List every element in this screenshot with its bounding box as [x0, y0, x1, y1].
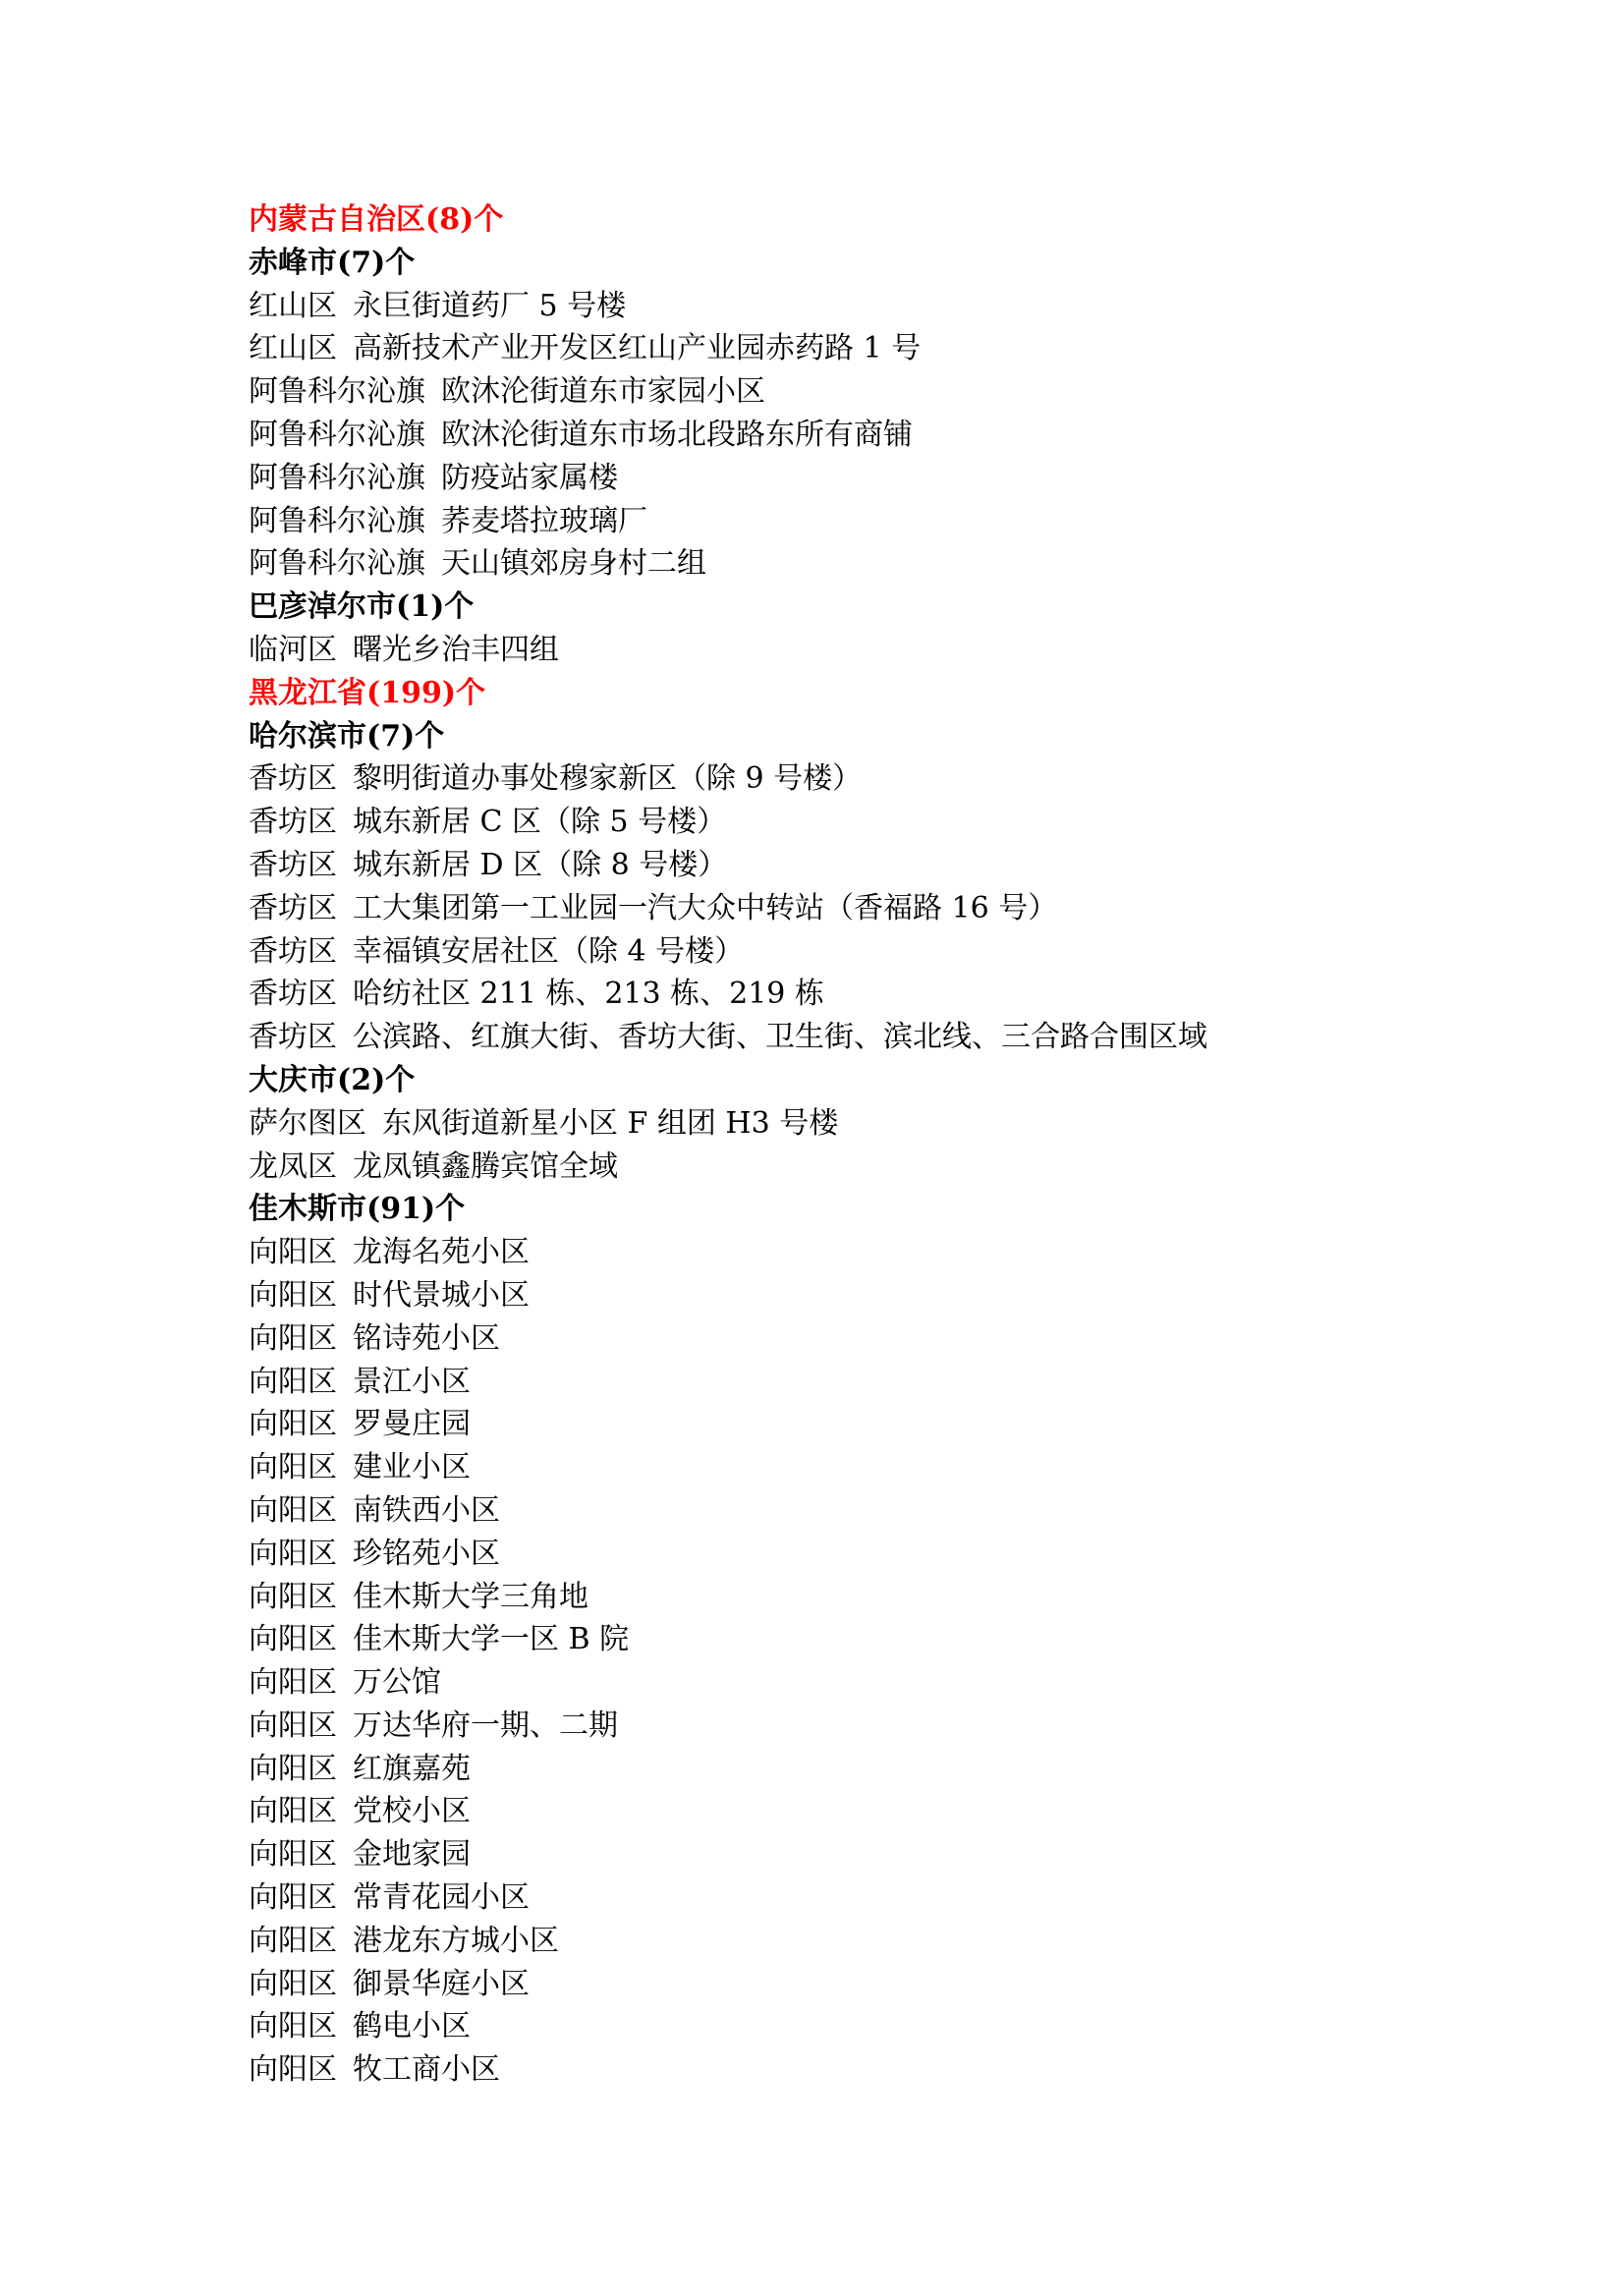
- location-entry: [249, 1920, 1526, 1963]
- district-name: 向阳区: [249, 1880, 337, 1916]
- place-name: 万达华府一期、二期: [353, 1707, 618, 1743]
- place-name: 防疫站家属楼: [441, 460, 618, 495]
- document-page: [249, 198, 1526, 2092]
- city-heading: 巴彦淖尔市(1)个: [249, 589, 475, 625]
- district-name: 向阳区: [249, 1966, 337, 2001]
- location-entry: [249, 542, 1526, 586]
- place-name: 时代景城小区: [353, 1277, 530, 1313]
- district-name: 向阳区: [249, 1707, 337, 1743]
- place-name: 万公馆: [353, 1665, 441, 1701]
- city-heading: 哈尔滨市(7)个: [249, 718, 445, 754]
- location-entry: [249, 1489, 1526, 1533]
- place-name: 龙海名苑小区: [353, 1235, 530, 1270]
- place-name: 建业小区: [353, 1450, 471, 1485]
- city-heading: 赤峰市(7)个: [249, 245, 416, 280]
- place-name: 佳木斯大学一区 B 院: [353, 1622, 630, 1657]
- place-name: 黎明街道办事处穆家新区（除 9 号楼）: [353, 761, 863, 797]
- place-name: 公滨路、红旗大街、香坊大街、卫生街、滨北线、三合路合围区域: [353, 1020, 1207, 1055]
- place-name: 常青花园小区: [353, 1880, 530, 1916]
- location-entry: [249, 973, 1526, 1016]
- place-name: 南铁西小区: [353, 1492, 500, 1528]
- location-entry: [249, 2005, 1526, 2048]
- place-name: 红旗嘉苑: [353, 1751, 471, 1786]
- location-entry: [249, 1963, 1526, 2006]
- place-name: 城东新居 D 区（除 8 号楼）: [353, 847, 728, 882]
- location-entry: [249, 1317, 1526, 1361]
- location-entry: [249, 1446, 1526, 1489]
- location-entry: [249, 1661, 1526, 1705]
- district-name: 香坊区: [249, 977, 337, 1012]
- district-name: 向阳区: [249, 1320, 337, 1356]
- location-entry: [249, 414, 1526, 457]
- district-name: 向阳区: [249, 2009, 337, 2044]
- place-name: 罗曼庄园: [353, 1407, 471, 1442]
- place-name: 龙凤镇鑫腾宾馆全域: [353, 1148, 618, 1184]
- place-name: 铭诗苑小区: [353, 1320, 500, 1356]
- location-entry: [249, 1705, 1526, 1748]
- location-entry: [249, 1016, 1526, 1059]
- location-entry: [249, 1618, 1526, 1661]
- district-name: 阿鲁科尔沁旗: [249, 460, 425, 495]
- district-name: 香坊区: [249, 890, 337, 925]
- location-entry: [249, 757, 1526, 801]
- location-entry: [249, 1403, 1526, 1446]
- place-name: 欧沐沦街道东市场北段路东所有商铺: [441, 417, 913, 452]
- district-name: 阿鲁科尔沁旗: [249, 546, 425, 582]
- place-name: 城东新居 C 区（除 5 号楼）: [353, 805, 727, 840]
- district-name: 向阳区: [249, 1364, 337, 1399]
- location-entry: [249, 1102, 1526, 1146]
- district-name: 向阳区: [249, 1665, 337, 1701]
- city-heading: 大庆市(2)个: [249, 1062, 416, 1097]
- location-entry: [249, 1833, 1526, 1876]
- place-name: 金地家园: [353, 1837, 471, 1873]
- place-name: 牧工商小区: [353, 2052, 500, 2088]
- place-name: 荞麦塔拉玻璃厂: [441, 503, 647, 538]
- city-heading: 佳木斯市(91)个: [249, 1192, 466, 1227]
- district-name: 向阳区: [249, 1923, 337, 1958]
- district-name: 向阳区: [249, 1492, 337, 1528]
- place-name: 幸福镇安居社区（除 4 号楼）: [353, 933, 745, 969]
- district-name: 阿鲁科尔沁旗: [249, 374, 425, 410]
- location-entry: [249, 844, 1526, 887]
- place-name: 党校小区: [353, 1794, 471, 1829]
- district-name: 龙凤区: [249, 1148, 337, 1184]
- location-entry: [249, 1576, 1526, 1619]
- district-name: 向阳区: [249, 1277, 337, 1313]
- place-name: 御景华庭小区: [353, 1966, 530, 2001]
- location-entry: [249, 500, 1526, 543]
- place-name: 鹤电小区: [353, 2009, 471, 2044]
- location-entry: [249, 930, 1526, 974]
- district-name: 向阳区: [249, 1579, 337, 1614]
- place-name: 工大集团第一工业园一汽大众中转站（香福路 16 号）: [353, 890, 1058, 925]
- location-entry: [249, 1533, 1526, 1576]
- district-name: 香坊区: [249, 805, 337, 840]
- location-entry: [249, 327, 1526, 370]
- district-name: 向阳区: [249, 2052, 337, 2088]
- location-entry: [249, 1790, 1526, 1833]
- district-name: 香坊区: [249, 933, 337, 969]
- location-entry: [249, 457, 1526, 500]
- district-name: 临河区: [249, 632, 337, 667]
- location-entry: [249, 887, 1526, 930]
- district-name: 香坊区: [249, 761, 337, 797]
- district-name: 向阳区: [249, 1536, 337, 1571]
- location-entry: [249, 1274, 1526, 1317]
- district-name: 向阳区: [249, 1794, 337, 1829]
- district-name: 红山区: [249, 331, 337, 366]
- place-name: 永巨街道药厂 5 号楼: [353, 288, 627, 323]
- province-heading: 内蒙古自治区(8)个: [249, 202, 504, 237]
- place-name: 天山镇郊房身村二组: [441, 546, 706, 582]
- location-entry: [249, 2048, 1526, 2092]
- place-name: 高新技术产业开发区红山产业园赤药路 1 号: [353, 331, 922, 366]
- place-name: 曙光乡治丰四组: [353, 632, 559, 667]
- district-name: 向阳区: [249, 1751, 337, 1786]
- location-entry: [249, 1146, 1526, 1189]
- location-entry: [249, 285, 1526, 328]
- district-name: 向阳区: [249, 1235, 337, 1270]
- place-name: 欧沐沦街道东市家园小区: [441, 374, 765, 410]
- district-name: 萨尔图区: [249, 1105, 366, 1141]
- district-name: 红山区: [249, 288, 337, 323]
- district-name: 阿鲁科尔沁旗: [249, 417, 425, 452]
- place-name: 东风街道新星小区 F 组团 H3 号楼: [382, 1105, 839, 1141]
- location-entry: [249, 1876, 1526, 1920]
- province-heading: 黑龙江省(199)个: [249, 675, 486, 710]
- district-name: 阿鲁科尔沁旗: [249, 503, 425, 538]
- place-name: 佳木斯大学三角地: [353, 1579, 588, 1614]
- district-name: 向阳区: [249, 1837, 337, 1873]
- district-name: 向阳区: [249, 1622, 337, 1657]
- location-entry: [249, 1231, 1526, 1274]
- place-name: 港龙东方城小区: [353, 1923, 559, 1958]
- place-name: 珍铭苑小区: [353, 1536, 500, 1571]
- place-name: 景江小区: [353, 1364, 471, 1399]
- district-name: 向阳区: [249, 1450, 337, 1485]
- district-name: 香坊区: [249, 1020, 337, 1055]
- location-entry: [249, 1748, 1526, 1791]
- location-entry: [249, 1361, 1526, 1404]
- location-entry: [249, 629, 1526, 672]
- district-name: 香坊区: [249, 847, 337, 882]
- place-name: 哈纺社区 211 栋、213 栋、219 栋: [353, 977, 824, 1012]
- location-entry: [249, 801, 1526, 844]
- district-name: 向阳区: [249, 1407, 337, 1442]
- location-entry: [249, 370, 1526, 414]
